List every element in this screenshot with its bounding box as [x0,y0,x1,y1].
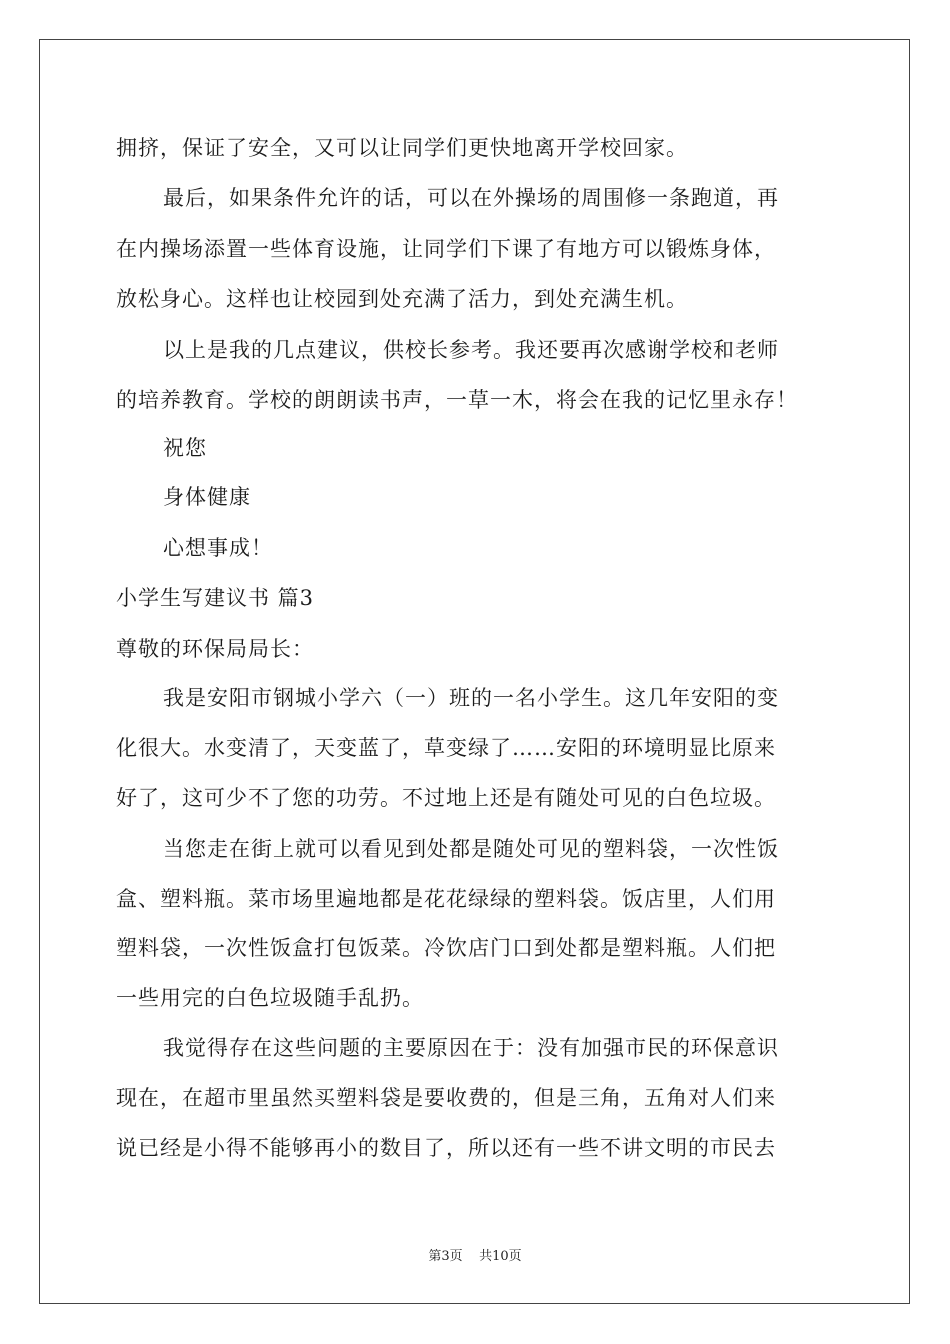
section-heading: 小学生写建议书 篇3 [116,586,315,610]
closing-line: 身体健康 [163,485,251,509]
body-text-line: 最后，如果条件允许的话，可以在外操场的周围修一条跑道，再 [163,186,779,210]
closing-line: 心想事成！ [163,536,273,560]
body-text-line: 以上是我的几点建议，供校长参考。我还要再次感谢学校和老师 [163,338,779,362]
body-text-line: 放松身心。这样也让校园到处充满了活力，到处充满生机。 [116,287,688,311]
body-text-line: 塑料袋，一次性饭盒打包饭菜。冷饮店门口到处都是塑料瓶。人们把 [116,936,776,960]
body-text-line: 说已经是小得不能够再小的数目了，所以还有一些不讲文明的市民去 [116,1136,776,1160]
page-border [39,39,910,1304]
body-text-line: 一些用完的白色垃圾随手乱扔。 [116,986,424,1010]
body-text-line: 化很大。水变清了，天变蓝了，草变绿了……安阳的环境明显比原来 [116,736,776,760]
body-text-line: 在内操场添置一些体育设施，让同学们下课了有地方可以锻炼身体， [116,237,776,261]
body-text-line: 我觉得存在这些问题的主要原因在于：没有加强市民的环保意识 [163,1036,779,1060]
body-text-line: 现在，在超市里虽然买塑料袋是要收费的，但是三角，五角对人们来 [116,1086,776,1110]
page-number: 第3页 共10页 [428,1249,522,1264]
body-text-line: 好了，这可少不了您的功劳。不过地上还是有随处可见的白色垃圾。 [116,786,776,810]
body-text-line: 拥挤，保证了安全，又可以让同学们更快地离开学校回家。 [116,136,688,160]
body-text-line: 盒、塑料瓶。菜市场里遍地都是花花绿绿的塑料袋。饭店里，人们用 [116,887,776,911]
body-text-line: 当您走在街上就可以看见到处都是随处可见的塑料袋，一次性饭 [163,837,779,861]
body-text-line: 的培养教育。学校的朗朗读书声，一草一木，将会在我的记忆里永存！ [116,388,798,412]
closing-line: 祝您 [163,436,207,460]
body-text-line: 我是安阳市钢城小学六（一）班的一名小学生。这几年安阳的变 [163,686,779,710]
salutation: 尊敬的环保局局长： [116,637,314,661]
